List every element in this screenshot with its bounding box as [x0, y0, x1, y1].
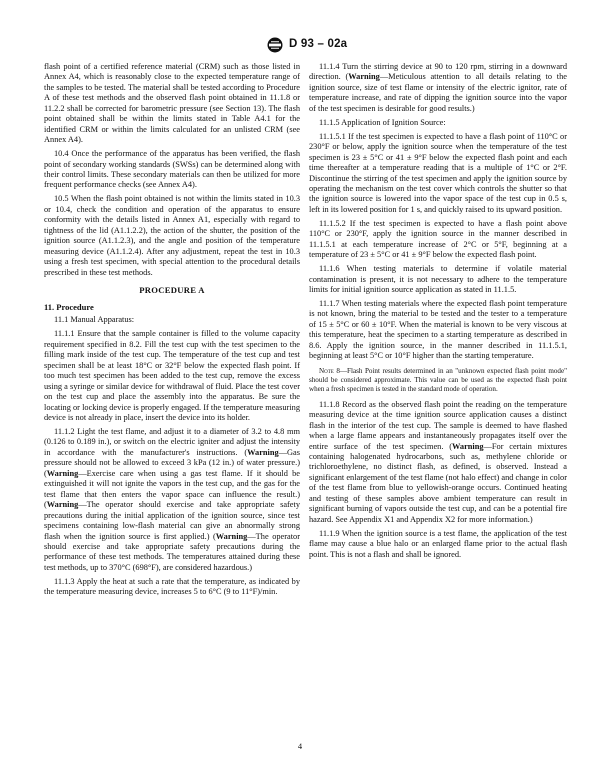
paragraph-11-1-5-1: 11.1.5.1 If the test specimen is expected to have a flash point of 110°C or 230°F or below, apply the ignition source when the temperature of the test specimen is 23 ± 5°C or 41 ± 9°F below the expected flash point and each time thereafter at a temperature reading that is a multiple of 1°C or 2°F. Discontinue the stirring of the test specimen and apply the ignition source by operating the mechanism on the test cover which controls the shutter so that the ignition source is lowered into the vapor space of the test cup in 0.5 s, left in its lowered position for 1 s, and quickly raised to its upward position.	[309, 131, 567, 214]
astm-logo-icon	[266, 37, 284, 53]
paragraph-11-1: 11.1 Manual Apparatus:	[54, 315, 135, 325]
paragraph-10-5: 10.5 When the flash point obtained is not within the limits stated in 10.3 or 10.4, check the condition and operation of the apparatus to ensure conformity with the details listed in Annex A1, especially with regard to tightness of the lid (A1.1.2.2), the action of the shutter, the position of the ignition source (A1.1.2.3), and the angle and position of the temperature measuring device (A1.1.2.4). After any adjustment, repeat the test in 10.3 using a fresh test specimen, with special attention to the procedural details prescribed in these test methods.	[44, 194, 300, 277]
paragraph-11-1-6: 11.1.6 When testing materials to determine if volatile material contamination is present, it is not necessary to adhere to the temperature limits for initial ignition source application as stated in 11.1.5.	[309, 264, 567, 295]
paragraph-11-1-9: 11.1.9 When the ignition source is a test flame, the application of the test flame may cause a blue halo or an enlarged flame prior to the actual flash point. This is not a flash and shall be ignored.	[309, 528, 567, 559]
paragraph-11-1-3: 11.1.3 Apply the heat at such a rate that the temperature, as indicated by the temperature measuring device, increases 5 to 6°C (9 to 11°F)/min.	[44, 576, 300, 597]
text-run: —Gas pressure should not be allowed to exceed 3 kPa (12 in.) of water pressure.) (	[44, 447, 300, 478]
warning-label: Warning	[348, 72, 380, 82]
paragraph-11-1-8	[309, 400, 567, 525]
warning-label: Warning	[452, 441, 484, 451]
note-8	[309, 367, 567, 394]
paragraph-10-4: 10.4 Once the performance of the apparatus has been verified, the flash point of secondary working standards (SWSs) can be determined along with their control limits. These secondary materials can then be utilized for more frequent performance checks (see Annex A4).	[44, 149, 300, 190]
text-run: 11.1.4 Turn the stirring device at 90 to 120 rpm, stirring in a downward direction. (	[309, 62, 567, 82]
paragraph-11-1-1: 11.1.1 Ensure that the sample container is filled to the volume capacity requirement specified in 8.2. Fill the test cup with the test specimen to the filling mark inside of the test cup. The temperature of the test cup and test specimen shall be at least 18°C or 32°F below the expected flash point. If too much test specimen has been added to the test cup, remove the excess using a syringe or similar device for withdrawal of fluid. Place the test cover on the test cup and place the assembly into the apparatus. Be sure the locating or locking device is properly engaged. If the temperature measuring device is not already in place, insert the device into its holder.	[44, 329, 300, 423]
left-column	[44, 62, 300, 601]
text-run: —Exercise care when using a gas test flame. If it should be extinguished it will not ignite the vapors in the test cup, and the gas for the test flame that then enters the vapor space can influence the result.) (	[44, 468, 300, 510]
paragraph-11-1-5: 11.1.5 Application of Ignition Source:	[319, 117, 446, 127]
note-text: —Flash Point results determined in an "unknown expected flash point mode" should be considered approximate. This value can be used as the expected flash point when a fresh specimen is tested in the standard mode of operation.	[309, 366, 567, 393]
warning-label: Warning	[46, 500, 79, 510]
text-run: —The operator should exercise and take appropriate safety precautions during the initial application of the ignition source, since test specimens containing low-flash material can give an abnormally strong flash when the ignition source is first applied.) (	[44, 500, 300, 541]
text-run: —Meticulous attention to all details relating to the ignition source, size of test flame or intensity of the electric ignitor, rate of temperature increase, and rate of dipping the ignition source into the vapor of the test specimen is desirable for good results.)	[309, 72, 567, 113]
paragraph-11-1-2	[44, 427, 300, 573]
text-run: —The operator should exercise and take appropriate safety precautions during the performance of these test methods. The temperatures attained during these test methods, up to 370°C (698°F), are considered hazardous.)	[44, 531, 300, 572]
paragraph-11-1-4	[309, 62, 567, 114]
text-run: 11.1.8 Record as the observed flash point the reading on the temperature measuring device at the time ignition source application causes a distinct flash in the interior of the test cup. The sample is deemed to have flashed when a large flame appears and instantaneously propagates itself over the entire surface of the test specimen. (	[309, 399, 567, 451]
paragraph-11-1-7: 11.1.7 When testing materials where the expected flash point temperature is not known, bring the material to be tested and the tester to a temperature of 15 ± 5°C or 60 ± 10°F. When the material is known to be very viscous at this temperature, heat the specimen to a starting temperature as described in 8.6. Apply the ignition source, in the manner described in 11.1.5.1, beginning at least 5°C or 10°F higher than the starting temperature.	[309, 299, 567, 361]
text-run: 11.1.2 Light the test flame, and adjust it to a diameter of 3.2 to 4.8 mm (0.126 to 0.189 in.), or switch on the electric igniter and adjust the intensity in accordance with the manufacturer's instructions. (	[44, 427, 300, 457]
warning-label: Warning	[247, 447, 279, 457]
warning-label: Warning	[215, 531, 248, 541]
page-number: 4	[297, 741, 303, 751]
note-label: Note 8	[319, 366, 340, 375]
section-heading: 11. Procedure	[44, 301, 94, 312]
paragraph: flash point of a certified reference material (CRM) such as those listed in Annex A4, which is reasonably close to the expected temperature range of the samples to be tested. The material shall be tested according to Procedure A of these test methods and the observed flash point obtained in 11.1.8 or 11.2.2 shall be corrected for barometric pressure (see Section 13). The flash point obtained shall be within the limits stated in Table A4.1 for the identified CRM or within the limits calculated for an unlisted CRM (see Annex A4).	[44, 62, 300, 145]
procedure-heading: PROCEDURE A	[139, 285, 205, 296]
right-column	[309, 62, 567, 564]
document-designation: D 93 – 02a	[289, 38, 348, 50]
text-run: —For certain mixtures containing halogenated hydrocarbons, such as, methylene chloride or trichloroethylene, no distinct flash, as defined, is observed. Instead a significant enlargement of the test flame (not halo effect) and change in color of the test flame from blue to yellowish-orange occurs. Continued heating and testing of these samples above ambient temperature can result in significant burning of vapors outside the test cup, and can be a potential fire hazard. See Appendix X1 and Appendix X2 for more information.)	[309, 441, 567, 524]
paragraph-11-1-5-2: 11.1.5.2 If the test specimen is expected to have a flash point above 110°C or 230°F, apply the ignition source in the manner described in 11.1.5.1 at each temperature increase of 2°C or 5°F, beginning at a temperature of 23 ± 5°C or 41 ± 9°F below the expected flash point.	[309, 218, 567, 260]
page-header	[0, 35, 600, 55]
warning-label: Warning	[46, 468, 79, 478]
